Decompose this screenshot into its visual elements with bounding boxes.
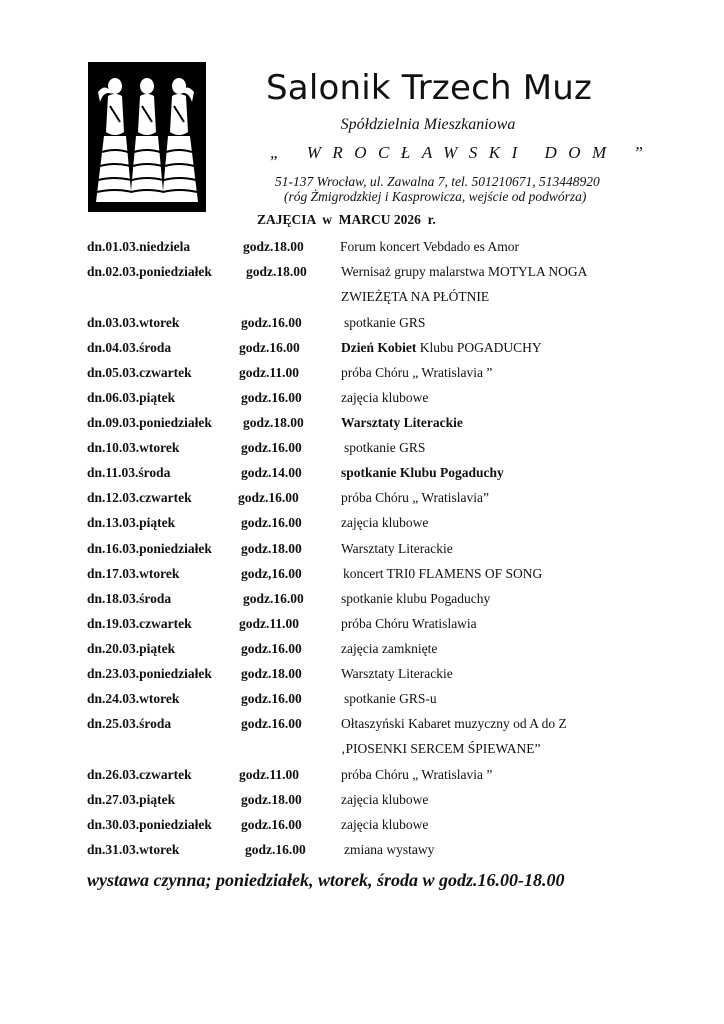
schedule-date: dn.25.03.środa	[87, 716, 172, 731]
schedule-time: godz.16.00	[239, 340, 300, 355]
schedule-date: dn.02.03.poniedziałek	[87, 264, 212, 279]
schedule-date: dn.16.03.poniedziałek	[87, 541, 212, 556]
schedule-date: dn.06.03.piątek	[87, 390, 176, 405]
schedule-row	[0, 315, 724, 335]
schedule-row	[0, 741, 724, 761]
schedule-date: dn.10.03.wtorek	[87, 440, 180, 455]
schedule-event: Forum koncert Vebdado es Amor	[340, 239, 519, 254]
schedule-event: zajęcia klubowe	[341, 792, 429, 807]
schedule-date: dn.11.03.środa	[87, 465, 171, 480]
schedule-row	[0, 691, 724, 711]
schedule-row	[0, 541, 724, 561]
schedule-date: dn.01.03.niedziela	[87, 239, 191, 254]
schedule-row	[0, 340, 724, 360]
schedule-row	[0, 842, 724, 862]
schedule-row	[0, 666, 724, 686]
schedule-event: spotkanie GRS	[344, 315, 426, 330]
schedule-event: Wernisaż grupy malarstwa MOTYLA NOGA	[341, 264, 588, 279]
schedule-date: dn.24.03.wtorek	[87, 691, 180, 706]
schedule-time: godz.18.00	[241, 666, 302, 681]
schedule-row	[0, 440, 724, 460]
schedule-row	[0, 264, 724, 284]
schedule-time: godz.16.00	[245, 842, 306, 857]
cooperative-name: Spółdzielnia Mieszkaniowa	[340, 116, 516, 133]
schedule-heading: ZAJĘCIA w MARCU 2026 r.	[257, 212, 436, 227]
schedule-time: godz.16.00	[241, 440, 302, 455]
schedule-time: godz.11.00	[239, 616, 300, 631]
schedule-time: godz.16.00	[238, 490, 299, 505]
schedule-event: próba Chóru „ Wratislavia ”	[341, 365, 493, 380]
schedule-date: dn.19.03.czwartek	[87, 616, 192, 631]
schedule-row	[0, 390, 724, 410]
schedule-event: ‚PIOSENKI SERCEM ŚPIEWANE”	[341, 741, 541, 756]
schedule-event: Dzień Kobiet Klubu POGADUCHY	[341, 340, 542, 355]
schedule-time: godz.14.00	[241, 465, 302, 480]
schedule-row	[0, 415, 724, 435]
schedule-event: Warsztaty Literackie	[341, 415, 463, 430]
schedule-date: dn.17.03.wtorek	[87, 566, 180, 581]
schedule-row	[0, 490, 724, 510]
schedule-event: zajęcia klubowe	[341, 515, 429, 530]
schedule-event-highlight: Dzień Kobiet	[341, 340, 417, 355]
schedule-date: dn.13.03.piątek	[87, 515, 176, 530]
schedule-event: próba Chóru „ Wratislavia”	[341, 490, 490, 505]
schedule-event: zajęcia klubowe	[341, 817, 429, 832]
schedule-event: spotkanie Klubu Pogaduchy	[341, 465, 504, 480]
schedule-date: dn.23.03.poniedziałek	[87, 666, 212, 681]
schedule-date: dn.31.03.wtorek	[87, 842, 180, 857]
schedule-row	[0, 591, 724, 611]
schedule-event: ZWIEŻĘTA NA PŁÓTNIE	[341, 289, 490, 304]
schedule-date: dn.18.03.środa	[87, 591, 172, 606]
schedule-time: godz.16.00	[241, 315, 302, 330]
schedule-time: godz.16.00	[241, 691, 302, 706]
schedule-event: spotkanie GRS-u	[344, 691, 437, 706]
schedule-event: zajęcia klubowe	[341, 390, 429, 405]
address-line-2: (róg Żmigrodzkiej i Kasprowicza, wejście od podwórza)	[284, 189, 587, 204]
schedule-row	[0, 716, 724, 736]
schedule-row	[0, 465, 724, 485]
schedule-date: dn.27.03.piątek	[87, 792, 176, 807]
schedule-time: godz.18.00	[243, 239, 304, 254]
schedule-event: Warsztaty Literackie	[341, 666, 453, 681]
schedule-date: dn.20.03.piątek	[87, 641, 176, 656]
schedule-time: godz.18.00	[243, 415, 304, 430]
three-muses-logo	[88, 62, 206, 212]
schedule-row	[0, 289, 724, 309]
schedule-date: dn.12.03.czwartek	[87, 490, 192, 505]
schedule-event: koncert TRI0 FLAMENS OF SONG	[343, 566, 543, 581]
schedule-time: godz.16.00	[241, 641, 302, 656]
schedule-date: dn.09.03.poniedziałek	[87, 415, 212, 430]
schedule-time: godz.16.00	[241, 390, 302, 405]
schedule-event: Ołtaszyński Kabaret muzyczny od A do Z	[341, 716, 567, 731]
schedule-time: godz.18.00	[246, 264, 307, 279]
schedule-row	[0, 792, 724, 812]
schedule-time: godz.16.00	[241, 515, 302, 530]
schedule-event: próba Chóru „ Wratislavia ”	[341, 767, 493, 782]
schedule-date: dn.04.03.środa	[87, 340, 172, 355]
address-line-1: 51-137 Wrocław, ul. Zawalna 7, tel. 501210671, 513448920	[275, 174, 600, 189]
schedule-event: spotkanie GRS	[344, 440, 426, 455]
schedule-time: godz.18.00	[241, 541, 302, 556]
schedule-row	[0, 817, 724, 837]
page-title: Salonik Trzech Muz	[266, 68, 593, 108]
schedule-time: godz.16.00	[241, 716, 302, 731]
exhibition-hours-note: wystawa czynna; poniedziałek, wtorek, środa w godz.16.00-18.00	[87, 870, 565, 890]
schedule-event: zajęcia zamknięte	[341, 641, 438, 656]
schedule-row	[0, 239, 724, 259]
schedule-row	[0, 515, 724, 535]
schedule-date: dn.03.03.wtorek	[87, 315, 180, 330]
schedule-date: dn.26.03.czwartek	[87, 767, 192, 782]
schedule-time: godz.11.00	[239, 365, 300, 380]
schedule-row	[0, 767, 724, 787]
schedule-row	[0, 365, 724, 385]
schedule-date: dn.05.03.czwartek	[87, 365, 192, 380]
schedule-time: godz.16.00	[241, 817, 302, 832]
schedule-event: zmiana wystawy	[344, 842, 435, 857]
schedule-date: dn.30.03.poniedziałek	[87, 817, 212, 832]
schedule-event: próba Chóru Wratislawia	[341, 616, 477, 631]
schedule-time: godz.11.00	[239, 767, 300, 782]
schedule-time: godz,16.00	[241, 566, 302, 581]
schedule-row	[0, 616, 724, 636]
schedule-event: spotkanie klubu Pogaduchy	[341, 591, 491, 606]
schedule-row	[0, 641, 724, 661]
schedule-time: godz.16.00	[243, 591, 304, 606]
schedule-row	[0, 566, 724, 586]
schedule-event: Warsztaty Literackie	[341, 541, 453, 556]
organization-name: „ WROCŁAWSKI DOM ”	[270, 143, 655, 162]
schedule-time: godz.18.00	[241, 792, 302, 807]
